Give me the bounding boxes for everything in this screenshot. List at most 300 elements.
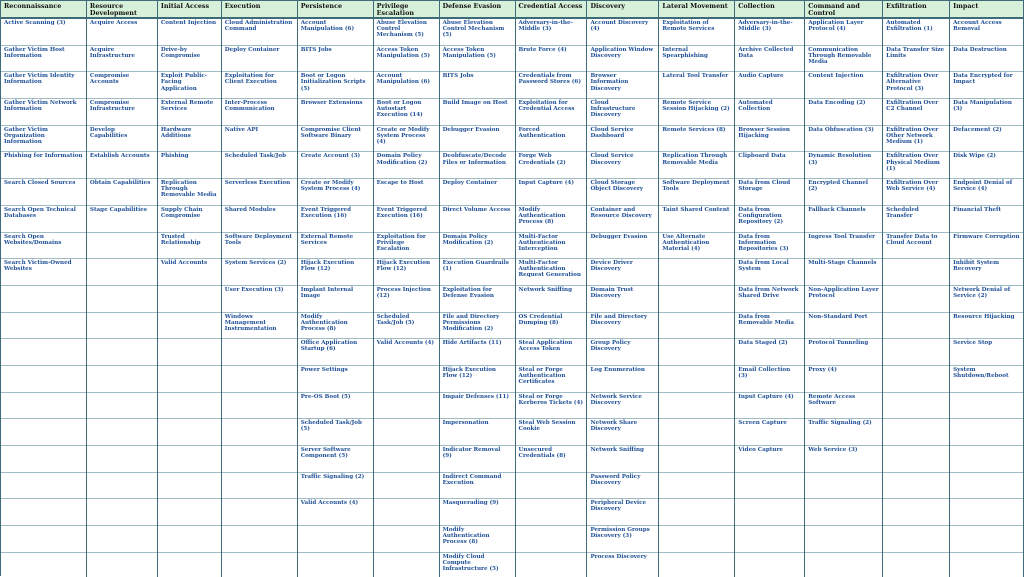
technique-cell[interactable]: Modify Authentication Process (8): [298, 313, 373, 340]
empty-cell: [374, 526, 439, 553]
tactic-column: [950, 1, 1024, 577]
technique-cell[interactable]: Exfiltration Over Alternative Protocol (3): [883, 72, 949, 99]
technique-cell[interactable]: Trusted Relationship: [158, 233, 221, 260]
technique-cell[interactable]: Cloud Administration Command: [222, 19, 297, 46]
empty-cell: [950, 393, 1023, 420]
technique-cell[interactable]: File and Directory Permissions Modification (2): [440, 313, 515, 340]
empty-cell: [659, 366, 734, 393]
technique-cell[interactable]: Defacement (2): [950, 126, 1023, 153]
empty-cell: [158, 553, 221, 577]
empty-cell: [222, 553, 297, 577]
technique-cell[interactable]: Build Image on Host: [440, 99, 515, 126]
technique-cell[interactable]: Archive Collected Data: [735, 46, 804, 73]
tactic-header[interactable]: Initial Access: [158, 1, 221, 19]
technique-cell[interactable]: Indirect Command Execution: [440, 473, 515, 500]
technique-cell[interactable]: Credentials from Password Stores (6): [516, 72, 587, 99]
technique-cell[interactable]: Implant Internal Image: [298, 286, 373, 313]
tactic-column: [516, 1, 588, 577]
empty-cell: [158, 393, 221, 420]
technique-cell[interactable]: Compromise Client Software Binary: [298, 126, 373, 153]
technique-cell[interactable]: Steal Web Session Cookie: [516, 419, 587, 446]
technique-cell[interactable]: Network Sniffing: [587, 446, 658, 473]
technique-cell[interactable]: Event Triggered Execution (16): [298, 206, 373, 233]
technique-cell[interactable]: Multi-Factor Authentication Request Generation: [516, 259, 587, 286]
technique-cell[interactable]: Steal or Forge Kerberos Tickets (4): [516, 393, 587, 420]
technique-cell[interactable]: Cloud Storage Object Discovery: [587, 179, 658, 206]
technique-cell[interactable]: Account Manipulation (6): [298, 19, 373, 46]
technique-cell[interactable]: Data from Information Repositories (3): [735, 233, 804, 260]
technique-cell[interactable]: Inter-Process Communication: [222, 99, 297, 126]
technique-cell[interactable]: Traffic Signaling (2): [298, 473, 373, 500]
technique-cell[interactable]: Application Layer Protocol (4): [805, 19, 882, 46]
technique-cell[interactable]: Establish Accounts: [87, 152, 157, 179]
technique-cell[interactable]: Steal Application Access Token: [516, 339, 587, 366]
empty-cell: [659, 553, 734, 577]
empty-cell: [222, 366, 297, 393]
technique-cell[interactable]: Scheduled Transfer: [883, 206, 949, 233]
empty-cell: [805, 473, 882, 500]
technique-cell[interactable]: Replication Through Removable Media: [158, 179, 221, 206]
tactic-column: [87, 1, 158, 577]
technique-cell[interactable]: Input Capture (4): [516, 179, 587, 206]
empty-cell: [950, 446, 1023, 473]
technique-cell[interactable]: Active Scanning (3): [1, 19, 86, 46]
technique-cell[interactable]: Automated Collection: [735, 99, 804, 126]
technique-cell[interactable]: Encrypted Channel (2): [805, 179, 882, 206]
empty-cell: [87, 419, 157, 446]
technique-cell[interactable]: Server Software Component (5): [298, 446, 373, 473]
technique-cell[interactable]: Acquire Infrastructure: [87, 46, 157, 73]
tactic-column: [735, 1, 805, 577]
empty-cell: [883, 526, 949, 553]
technique-cell[interactable]: Internal Spearphishing: [659, 46, 734, 73]
technique-cell[interactable]: Non-Standard Port: [805, 313, 882, 340]
empty-cell: [659, 473, 734, 500]
technique-cell[interactable]: Communication Through Removable Media: [805, 46, 882, 73]
technique-cell[interactable]: File and Directory Discovery: [587, 313, 658, 340]
empty-cell: [516, 499, 587, 526]
technique-cell[interactable]: Content Injection: [158, 19, 221, 46]
technique-cell[interactable]: Exploitation for Client Execution: [222, 72, 297, 99]
empty-cell: [883, 473, 949, 500]
technique-cell[interactable]: Use Alternate Authentication Material (4): [659, 233, 734, 260]
empty-cell: [87, 553, 157, 577]
tactic-header[interactable]: Impact: [950, 1, 1023, 19]
technique-cell[interactable]: Exfiltration Over C2 Channel: [883, 99, 949, 126]
empty-cell: [659, 526, 734, 553]
technique-cell[interactable]: Adversary-in-the-Middle (3): [735, 19, 804, 46]
empty-cell: [883, 553, 949, 577]
technique-cell[interactable]: Remote Access Software: [805, 393, 882, 420]
tactic-header[interactable]: Collection: [735, 1, 804, 19]
tactic-header[interactable]: Execution: [222, 1, 297, 19]
tactic-column: [298, 1, 374, 577]
technique-cell[interactable]: Gather Victim Host Information: [1, 46, 86, 73]
empty-cell: [950, 499, 1023, 526]
technique-cell[interactable]: Domain Policy Modification (2): [440, 233, 515, 260]
technique-cell[interactable]: Domain Policy Modification (2): [374, 152, 439, 179]
empty-cell: [883, 366, 949, 393]
technique-cell[interactable]: Compromise Infrastructure: [87, 99, 157, 126]
empty-cell: [158, 313, 221, 340]
empty-cell: [659, 339, 734, 366]
technique-cell[interactable]: User Execution (3): [222, 286, 297, 313]
technique-cell[interactable]: Fallback Channels: [805, 206, 882, 233]
technique-cell[interactable]: Abuse Elevation Control Mechanism (5): [374, 19, 439, 46]
tactic-header[interactable]: Persistence: [298, 1, 373, 19]
technique-cell[interactable]: Password Policy Discovery: [587, 473, 658, 500]
tactic-header[interactable]: Defense Evasion: [440, 1, 515, 19]
technique-cell[interactable]: Browser Extensions: [298, 99, 373, 126]
tactic-header[interactable]: Command and Control: [805, 1, 882, 19]
empty-cell: [883, 419, 949, 446]
technique-cell[interactable]: Video Capture: [735, 446, 804, 473]
technique-cell[interactable]: Software Deployment Tools: [222, 233, 297, 260]
technique-cell[interactable]: Financial Theft: [950, 206, 1023, 233]
technique-cell[interactable]: Data from Cloud Storage: [735, 179, 804, 206]
technique-cell[interactable]: Impersonation: [440, 419, 515, 446]
empty-cell: [659, 313, 734, 340]
technique-cell[interactable]: Pre-OS Boot (5): [298, 393, 373, 420]
technique-cell[interactable]: Inhibit System Recovery: [950, 259, 1023, 286]
tactic-header[interactable]: Privilege Escalation: [374, 1, 439, 19]
tactic-column: [158, 1, 222, 577]
technique-cell[interactable]: Create or Modify System Process (4): [374, 126, 439, 153]
technique-cell[interactable]: Escape to Host: [374, 179, 439, 206]
tactic-header[interactable]: Discovery: [587, 1, 658, 19]
technique-cell[interactable]: Taint Shared Content: [659, 206, 734, 233]
empty-cell: [659, 393, 734, 420]
empty-cell: [222, 526, 297, 553]
technique-cell[interactable]: Cloud Service Dashboard: [587, 126, 658, 153]
technique-cell[interactable]: Protocol Tunneling: [805, 339, 882, 366]
technique-cell[interactable]: OS Credential Dumping (8): [516, 313, 587, 340]
technique-cell[interactable]: Data from Removable Media: [735, 313, 804, 340]
technique-cell[interactable]: Dynamic Resolution (3): [805, 152, 882, 179]
technique-cell[interactable]: Abuse Elevation Control Mechanism (5): [440, 19, 515, 46]
empty-cell: [659, 259, 734, 286]
technique-cell[interactable]: Permission Groups Discovery (3): [587, 526, 658, 553]
empty-cell: [222, 419, 297, 446]
empty-cell: [1, 339, 86, 366]
empty-cell: [374, 446, 439, 473]
technique-cell[interactable]: Data Encrypted for Impact: [950, 72, 1023, 99]
empty-cell: [883, 446, 949, 473]
technique-cell[interactable]: Replication Through Removable Media: [659, 152, 734, 179]
technique-cell[interactable]: Search Open Websites/Domains: [1, 233, 86, 260]
technique-cell[interactable]: Office Application Startup (6): [298, 339, 373, 366]
empty-cell: [87, 446, 157, 473]
empty-cell: [950, 553, 1023, 577]
technique-cell[interactable]: Forge Web Credentials (2): [516, 152, 587, 179]
empty-cell: [158, 366, 221, 393]
technique-cell[interactable]: Network Share Discovery: [587, 419, 658, 446]
empty-cell: [950, 526, 1023, 553]
empty-cell: [158, 499, 221, 526]
technique-cell[interactable]: Exploit Public-Facing Application: [158, 72, 221, 99]
technique-cell[interactable]: Account Manipulation (6): [374, 72, 439, 99]
technique-cell[interactable]: Input Capture (4): [735, 393, 804, 420]
technique-cell[interactable]: Exfiltration Over Web Service (4): [883, 179, 949, 206]
empty-cell: [374, 393, 439, 420]
empty-cell: [1, 473, 86, 500]
technique-cell[interactable]: Data Encoding (2): [805, 99, 882, 126]
empty-cell: [374, 499, 439, 526]
empty-cell: [1, 313, 86, 340]
technique-cell[interactable]: Drive-by Compromise: [158, 46, 221, 73]
technique-cell[interactable]: Data Manipulation (3): [950, 99, 1023, 126]
technique-cell[interactable]: Exploitation for Defense Evasion: [440, 286, 515, 313]
technique-cell[interactable]: Network Sniffing: [516, 286, 587, 313]
technique-cell[interactable]: Impair Defenses (11): [440, 393, 515, 420]
technique-cell[interactable]: Traffic Signaling (2): [805, 419, 882, 446]
technique-cell[interactable]: Automated Exfiltration (1): [883, 19, 949, 46]
technique-cell[interactable]: Log Enumeration: [587, 366, 658, 393]
technique-cell[interactable]: Firmware Corruption: [950, 233, 1023, 260]
technique-cell[interactable]: Network Denial of Service (2): [950, 286, 1023, 313]
empty-cell: [516, 553, 587, 577]
technique-cell[interactable]: Web Service (3): [805, 446, 882, 473]
technique-cell[interactable]: Software Deployment Tools: [659, 179, 734, 206]
empty-cell: [87, 233, 157, 260]
technique-cell[interactable]: Valid Accounts (4): [374, 339, 439, 366]
technique-cell[interactable]: Masquerading (9): [440, 499, 515, 526]
technique-cell[interactable]: Access Token Manipulation (5): [374, 46, 439, 73]
technique-cell[interactable]: Remote Service Session Hijacking (2): [659, 99, 734, 126]
technique-cell[interactable]: Clipboard Data: [735, 152, 804, 179]
technique-cell[interactable]: Data from Local System: [735, 259, 804, 286]
technique-cell[interactable]: Access Token Manipulation (5): [440, 46, 515, 73]
empty-cell: [735, 526, 804, 553]
technique-cell[interactable]: Unsecured Credentials (8): [516, 446, 587, 473]
technique-cell[interactable]: System Services (2): [222, 259, 297, 286]
technique-cell[interactable]: Phishing: [158, 152, 221, 179]
technique-cell[interactable]: Multi-Stage Channels: [805, 259, 882, 286]
technique-cell[interactable]: Hide Artifacts (11): [440, 339, 515, 366]
empty-cell: [222, 446, 297, 473]
technique-cell[interactable]: Content Injection: [805, 72, 882, 99]
tactic-header[interactable]: Exfiltration: [883, 1, 949, 19]
technique-cell[interactable]: Create Account (3): [298, 152, 373, 179]
technique-cell[interactable]: Screen Capture: [735, 419, 804, 446]
technique-cell[interactable]: Account Discovery (4): [587, 19, 658, 46]
technique-cell[interactable]: Scheduled Task/Job: [222, 152, 297, 179]
empty-cell: [1, 499, 86, 526]
technique-cell[interactable]: Search Victim-Owned Websites: [1, 259, 86, 286]
technique-cell[interactable]: Group Policy Discovery: [587, 339, 658, 366]
tactic-column: [222, 1, 298, 577]
technique-cell[interactable]: Power Settings: [298, 366, 373, 393]
technique-cell[interactable]: Valid Accounts (4): [298, 499, 373, 526]
empty-cell: [87, 259, 157, 286]
technique-cell[interactable]: Data Destruction: [950, 46, 1023, 73]
technique-cell[interactable]: Ingress Tool Transfer: [805, 233, 882, 260]
empty-cell: [87, 313, 157, 340]
technique-cell[interactable]: Device Driver Discovery: [587, 259, 658, 286]
technique-cell[interactable]: Data Staged (2): [735, 339, 804, 366]
technique-cell[interactable]: Adversary-in-the-Middle (3): [516, 19, 587, 46]
empty-cell: [1, 553, 86, 577]
technique-cell[interactable]: Gather Victim Network Information: [1, 99, 86, 126]
technique-cell[interactable]: Cloud Service Discovery: [587, 152, 658, 179]
technique-cell[interactable]: Remote Services (8): [659, 126, 734, 153]
tactic-column: [440, 1, 516, 577]
technique-cell[interactable]: Obtain Capabilities: [87, 179, 157, 206]
technique-cell[interactable]: Scheduled Task/Job (5): [298, 419, 373, 446]
technique-cell[interactable]: Direct Volume Access: [440, 206, 515, 233]
technique-cell[interactable]: Browser Information Discovery: [587, 72, 658, 99]
empty-cell: [158, 339, 221, 366]
technique-cell[interactable]: Lateral Tool Transfer: [659, 72, 734, 99]
empty-cell: [883, 499, 949, 526]
technique-cell[interactable]: Application Window Discovery: [587, 46, 658, 73]
technique-cell[interactable]: Exploitation for Credential Access: [516, 99, 587, 126]
technique-cell[interactable]: Native API: [222, 126, 297, 153]
empty-cell: [1, 286, 86, 313]
empty-cell: [158, 526, 221, 553]
technique-cell[interactable]: Modify Authentication Process (8): [440, 526, 515, 553]
technique-cell[interactable]: Execution Guardrails (1): [440, 259, 515, 286]
empty-cell: [659, 286, 734, 313]
technique-cell[interactable]: Modify Cloud Compute Infrastructure (5): [440, 553, 515, 577]
technique-cell[interactable]: BITS Jobs: [440, 72, 515, 99]
technique-cell[interactable]: Data from Configuration Repository (2): [735, 206, 804, 233]
technique-cell[interactable]: External Remote Services: [158, 99, 221, 126]
technique-cell[interactable]: Acquire Access: [87, 19, 157, 46]
technique-cell[interactable]: Event Triggered Execution (16): [374, 206, 439, 233]
technique-cell[interactable]: BITS Jobs: [298, 46, 373, 73]
technique-cell[interactable]: Debugger Evasion: [440, 126, 515, 153]
technique-cell[interactable]: Browser Session Hijacking: [735, 126, 804, 153]
technique-cell[interactable]: Boot or Logon Autostart Execution (14): [374, 99, 439, 126]
technique-cell[interactable]: Resource Hijacking: [950, 313, 1023, 340]
empty-cell: [950, 473, 1023, 500]
technique-cell[interactable]: Search Open Technical Databases: [1, 206, 86, 233]
tactic-column: [1, 1, 87, 577]
technique-cell[interactable]: Exfiltration Over Physical Medium (1): [883, 152, 949, 179]
technique-cell[interactable]: Network Service Discovery: [587, 393, 658, 420]
tactic-header[interactable]: Resource Development: [87, 1, 157, 19]
tactic-column: [587, 1, 659, 577]
technique-cell[interactable]: Valid Accounts: [158, 259, 221, 286]
technique-cell[interactable]: Exfiltration Over Other Network Medium (1): [883, 126, 949, 153]
technique-cell[interactable]: Container and Resource Discovery: [587, 206, 658, 233]
technique-cell[interactable]: Scheduled Task/Job (5): [374, 313, 439, 340]
technique-cell[interactable]: Process Injection (12): [374, 286, 439, 313]
technique-cell[interactable]: Compromise Accounts: [87, 72, 157, 99]
technique-cell[interactable]: Deobfuscate/Decode Files or Information: [440, 152, 515, 179]
technique-cell[interactable]: Disk Wipe (2): [950, 152, 1023, 179]
empty-cell: [87, 286, 157, 313]
technique-cell[interactable]: Deploy Container: [440, 179, 515, 206]
technique-cell[interactable]: Search Closed Sources: [1, 179, 86, 206]
technique-cell[interactable]: Boot or Logon Initialization Scripts (5): [298, 72, 373, 99]
technique-cell[interactable]: Brute Force (4): [516, 46, 587, 73]
technique-cell[interactable]: Process Discovery: [587, 553, 658, 577]
empty-cell: [87, 499, 157, 526]
tactic-header[interactable]: Credential Access: [516, 1, 587, 19]
technique-cell[interactable]: Email Collection (3): [735, 366, 804, 393]
technique-cell[interactable]: Gather Victim Identity Information: [1, 72, 86, 99]
technique-cell[interactable]: Shared Modules: [222, 206, 297, 233]
technique-cell[interactable]: Serverless Execution: [222, 179, 297, 206]
empty-cell: [805, 499, 882, 526]
empty-cell: [1, 526, 86, 553]
empty-cell: [87, 393, 157, 420]
empty-cell: [158, 473, 221, 500]
empty-cell: [883, 339, 949, 366]
technique-cell[interactable]: Data Transfer Size Limits: [883, 46, 949, 73]
empty-cell: [1, 393, 86, 420]
technique-cell[interactable]: Transfer Data to Cloud Account: [883, 233, 949, 260]
tactic-header[interactable]: Reconnaissance: [1, 1, 86, 19]
tactic-header[interactable]: Lateral Movement: [659, 1, 734, 19]
technique-cell[interactable]: Peripheral Device Discovery: [587, 499, 658, 526]
technique-cell[interactable]: Domain Trust Discovery: [587, 286, 658, 313]
technique-cell[interactable]: Windows Management Instrumentation: [222, 313, 297, 340]
technique-cell[interactable]: Endpoint Denial of Service (4): [950, 179, 1023, 206]
technique-cell[interactable]: Gather Victim Organization Information: [1, 126, 86, 153]
empty-cell: [374, 553, 439, 577]
technique-cell[interactable]: Account Access Removal: [950, 19, 1023, 46]
technique-cell[interactable]: Modify Authentication Process (8): [516, 206, 587, 233]
empty-cell: [87, 366, 157, 393]
technique-cell[interactable]: Create or Modify System Process (4): [298, 179, 373, 206]
technique-cell[interactable]: Debugger Evasion: [587, 233, 658, 260]
empty-cell: [950, 419, 1023, 446]
technique-cell[interactable]: Stage Capabilities: [87, 206, 157, 233]
technique-cell[interactable]: External Remote Services: [298, 233, 373, 260]
tactic-column: [374, 1, 440, 577]
empty-cell: [659, 446, 734, 473]
tactic-column: [805, 1, 883, 577]
empty-cell: [883, 259, 949, 286]
empty-cell: [735, 553, 804, 577]
technique-cell[interactable]: Proxy (4): [805, 366, 882, 393]
technique-cell[interactable]: Cloud Infrastructure Discovery: [587, 99, 658, 126]
technique-cell[interactable]: Data Obfuscation (3): [805, 126, 882, 153]
technique-cell[interactable]: Multi-Factor Authentication Interception: [516, 233, 587, 260]
technique-cell[interactable]: Deploy Container: [222, 46, 297, 73]
technique-cell[interactable]: Develop Capabilities: [87, 126, 157, 153]
technique-cell[interactable]: Hijack Execution Flow (12): [440, 366, 515, 393]
technique-cell[interactable]: Service Stop: [950, 339, 1023, 366]
technique-cell[interactable]: Exploitation for Privilege Escalation: [374, 233, 439, 260]
empty-cell: [735, 499, 804, 526]
technique-cell[interactable]: Phishing for Information: [1, 152, 86, 179]
technique-cell[interactable]: Hijack Execution Flow (12): [374, 259, 439, 286]
technique-cell[interactable]: Indicator Removal (9): [440, 446, 515, 473]
technique-cell[interactable]: Supply Chain Compromise: [158, 206, 221, 233]
technique-cell[interactable]: System Shutdown/Reboot: [950, 366, 1023, 393]
empty-cell: [222, 393, 297, 420]
technique-cell[interactable]: Forced Authentication: [516, 126, 587, 153]
empty-cell: [87, 473, 157, 500]
technique-cell[interactable]: Hardware Additions: [158, 126, 221, 153]
empty-cell: [298, 553, 373, 577]
technique-cell[interactable]: Exploitation of Remote Services: [659, 19, 734, 46]
tactic-column: [659, 1, 735, 577]
technique-cell[interactable]: Hijack Execution Flow (12): [298, 259, 373, 286]
technique-cell[interactable]: Non-Application Layer Protocol: [805, 286, 882, 313]
technique-cell[interactable]: Data from Network Shared Drive: [735, 286, 804, 313]
technique-cell[interactable]: Audio Capture: [735, 72, 804, 99]
empty-cell: [87, 339, 157, 366]
empty-cell: [158, 446, 221, 473]
empty-cell: [374, 419, 439, 446]
empty-cell: [222, 339, 297, 366]
technique-cell[interactable]: Steal or Forge Authentication Certificates: [516, 366, 587, 393]
